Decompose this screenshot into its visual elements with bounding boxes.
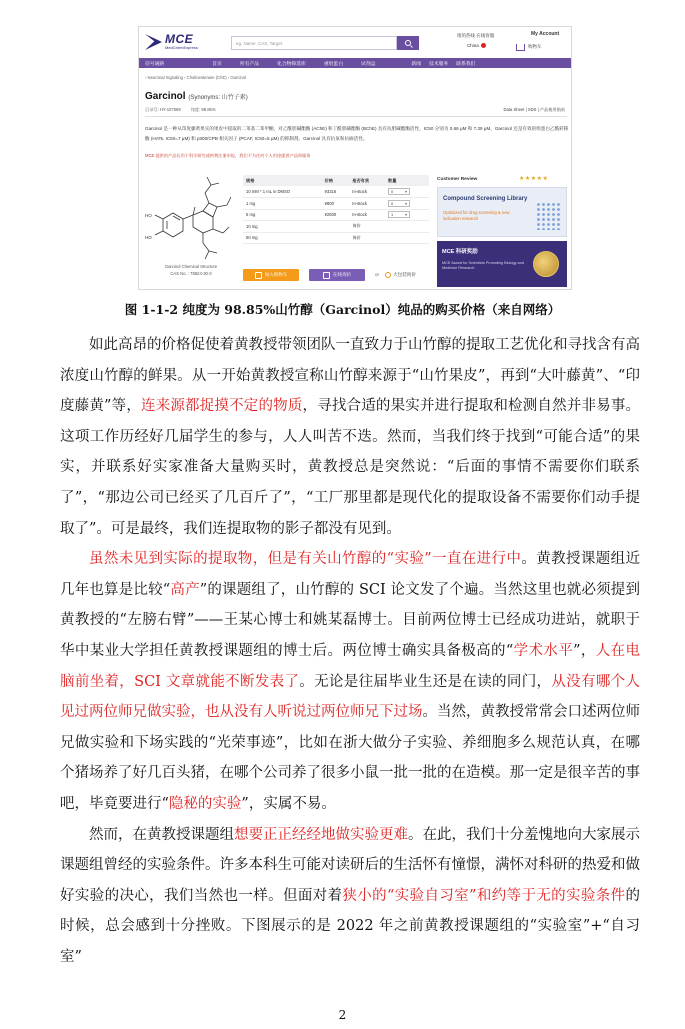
highlighted-text: 想要正正经经地做实验更难 <box>234 826 408 843</box>
award-medal-icon <box>533 251 559 277</box>
cas-number: CAS No. : 78824-30-3 <box>170 271 212 276</box>
chemical-structure-image <box>145 167 237 263</box>
highlighted-text: 学术水平 <box>513 642 574 659</box>
nav-item-proteins[interactable]: 重组蛋白 <box>323 61 344 67</box>
bulk-inquiry-label: 大包装询价 <box>393 272 416 277</box>
product-page-screenshot <box>138 26 572 290</box>
online-quote-button[interactable] <box>309 269 365 281</box>
product-title <box>145 91 248 102</box>
china-flag-icon <box>481 43 486 48</box>
structure-caption-text: Garcinol Chemical Structure <box>164 264 218 269</box>
product-synonyms: (Synonyms: 山竹子素) <box>188 95 248 101</box>
row-price <box>322 221 350 233</box>
country-selector[interactable] <box>467 43 486 48</box>
nav-item-pathways[interactable]: 信号通路 <box>145 61 165 67</box>
quantity-select[interactable]: 1 <box>388 211 410 218</box>
logo-text: MCE <box>165 32 194 46</box>
or-label: or <box>375 272 380 277</box>
catalog-info <box>145 107 216 113</box>
bulk-inquiry-link[interactable] <box>385 269 416 281</box>
mce-logo[interactable] <box>145 32 205 52</box>
nav-item-news[interactable]: 新闻 <box>411 61 422 67</box>
row-stock: In-stock <box>349 186 385 198</box>
product-name: Garcinol <box>145 91 186 102</box>
online-quote-label: 在线询价 <box>332 272 352 277</box>
purity-value: 纯度: 98.85% <box>190 107 216 112</box>
nav-item-services[interactable]: 技术服务 <box>429 61 449 67</box>
breadcrumb[interactable]: › Neuronal Signaling › Cholinesterase (ChE) › Garcinol <box>145 75 247 80</box>
cart-link[interactable] <box>516 42 568 52</box>
figure-caption: 图 1-1-2 纯度为 98.85%山竹醇（Garcinol）纯品的购买价格（来自网络） <box>124 302 561 317</box>
svg-text:HO: HO <box>145 235 152 240</box>
structure-caption <box>145 263 237 277</box>
logo-subtitle: MedChemExpress <box>165 45 198 50</box>
banner-subtitle: Optimized for drug screening & new indication research <box>443 210 510 221</box>
add-to-cart-button[interactable] <box>243 269 299 281</box>
header-qty: 数量 <box>385 175 429 186</box>
award-banner[interactable] <box>437 241 567 287</box>
screening-library-banner[interactable] <box>437 187 567 237</box>
row-price: ¥3316 <box>322 186 350 198</box>
search-input[interactable]: eg. Name, CAS, Target <box>231 36 397 50</box>
row-stock: In-stock <box>349 198 385 210</box>
svg-text:HO: HO <box>145 213 152 218</box>
paragraph <box>60 820 640 973</box>
nav-item-screening[interactable]: 化合物筛选库 <box>277 61 306 67</box>
banner-title: Compound Screening Library <box>443 196 528 202</box>
search-icon <box>405 40 411 46</box>
row-price: ¥2600 <box>322 209 350 221</box>
account-link[interactable]: My Account <box>531 31 560 37</box>
header-price: 价格 <box>322 175 350 186</box>
row-size: 10 mM * 1 mL in DMSO <box>243 186 322 198</box>
product-description: Garcinol 是一种从印度藤黄果实的果皮中提取的二苯基二苯甲酮，对乙酰胆碱酯酶 (AChE) 和丁酰胆碱酯酶 (BChE) 具有抗胆碱酯酶活性，IC50 分别为 0.66 μM 和 7.39 μM。Garcinol 还是有效的组蛋白乙酰转移酶 (HATs, IC50=7 μM) 和 p300/CPB 相关因子 (PCAF, IC50=5 μM) 的抑制剂。Garcinol 具有抗氧和抗癌活性。 <box>145 126 569 141</box>
nav-item-kits[interactable]: 试剂盒 <box>361 61 376 67</box>
row-price <box>322 232 350 244</box>
logo-mark-icon <box>145 34 162 50</box>
chat-icon <box>323 272 330 279</box>
highlighted-text: 虽然未见到实际的提取物，但是有关山竹醇的“实验”一直在进行中 <box>89 551 522 568</box>
table-row <box>243 209 429 221</box>
highlighted-text: 从没有哪个人见过两位师兄做实验，也从没有人听说过两位师兄下过场 <box>60 673 640 721</box>
table-row <box>243 198 429 210</box>
text-run: 。在此，我们十分羞愧地向大家展示课题组曾经的实验条件。许多本科生可能对读研后的生活怀有憧憬，满怀对科研的热爱和做好实验的决心，我们当然也一样。但面对着 <box>60 826 640 904</box>
text-run: 如此高昂的价格促使着黄教授带领团队一直致力于山竹醇的提取工艺优化和寻找含有高浓度山竹醇的鲜果。从一开始黄教授宣称山竹醇来源于“山竹果皮”，再到“大叶藤黄”、“印度藤黄”等， <box>60 337 640 415</box>
text-run: ，寻找合适的果实并进行提取和检测自然并非易事。这项工作历经好几届学生的参与，人人叫苦不迭。然而，当我们终于找到“可能合适”的果实，并联系好实家准备大量购买时，黄教授总是突然说：“后面的事情不需要你们联系了”，“那边公司已经买了几百斤了”，“工厂那里都是现代化的提取设备不需要你们动手提取了”。可是最终，我们连提取物的影子都没有见到。 <box>60 398 641 537</box>
text-run: ”的课题组了，山竹醇的 SCI 论文发了个遍。当然这里也就必须提到黄教授的“左膀右臂”——王某心博士和姚某磊博士。目前两位博士已经成功进站，就职于华中某业大学担任黄教授课题组的博士后。两位博士确实具备极高的“ <box>60 581 640 659</box>
quantity-select[interactable]: 0 <box>388 188 410 195</box>
header-stock: 是否有货 <box>349 175 385 186</box>
table-row <box>243 221 429 233</box>
research-use-notice: MCE 提供的产品仅用于科学研究或药物注册申报，我们不为任何个人用途提供产品和服务 <box>145 153 311 158</box>
main-nav <box>139 58 571 68</box>
top-links[interactable]: 咱的热线 在线客服 <box>457 33 495 38</box>
text-run: 然而，在黄教授课题组 <box>89 826 234 843</box>
document-body <box>60 330 640 972</box>
highlighted-text: 高产 <box>170 581 200 598</box>
text-run: 。黄教授课题组近几年也算是比较“ <box>60 551 641 598</box>
text-run: 。无论是往届毕业生还是在读的同门， <box>299 673 552 690</box>
nav-item-contact[interactable]: 联系我们 <box>456 61 476 67</box>
table-row <box>243 232 429 244</box>
document-links[interactable]: Data Sheet | SDS | 产品使用指南 <box>503 107 565 112</box>
price-table-header <box>243 175 429 186</box>
header-size: 规格 <box>243 175 322 186</box>
nav-item-products[interactable]: 所有产品 <box>239 61 260 67</box>
award-banner-subtitle: MCE Award for Scientists Promoting Biology and Medicine Research <box>442 261 525 270</box>
row-inquiry-link[interactable]: 询价 <box>349 232 385 244</box>
text-run: 。当然，黄教授常常会口述两位师兄做实验和下场实践的“光荣事迹”，比如在浙大做分子实验、养细胞多么规范认真，在哪个猪场养了好几百头猪，在哪个公司养了很多小鼠一批一批的在造模。那一定是很辛苦的事吧，毕竟要进行“ <box>60 704 640 812</box>
highlighted-text: 连来源都捉摸不定的物质 <box>141 398 303 415</box>
quantity-select[interactable]: 0 <box>388 200 410 207</box>
search-button[interactable] <box>397 36 419 50</box>
row-size: 5 mg <box>243 209 322 221</box>
cart-small-icon <box>255 272 262 279</box>
row-price: ¥800 <box>322 198 350 210</box>
divider <box>145 116 567 117</box>
customer-review-title: Customer Review <box>437 177 478 182</box>
row-stock: In-stock <box>349 209 385 221</box>
table-row <box>243 186 429 198</box>
highlighted-text: 隐秘的实验 <box>168 795 242 812</box>
award-banner-title: MCE 科研奖励 <box>442 249 478 255</box>
cart-label: 购物车 <box>528 44 542 49</box>
price-table <box>243 175 429 244</box>
page-number: 2 <box>338 1008 347 1022</box>
site-header <box>139 27 571 57</box>
nav-item-home[interactable]: 首页 <box>212 61 222 67</box>
clock-icon <box>385 272 391 278</box>
molecule-graphic-icon <box>536 202 560 230</box>
text-run: ”，实属不易。 <box>241 795 336 812</box>
row-size: 10 mg <box>243 221 322 233</box>
text-run: ”， <box>573 642 596 659</box>
row-inquiry-link[interactable]: 询价 <box>349 221 385 233</box>
cart-icon <box>516 44 525 51</box>
rating-stars: ★★★★★ <box>519 176 549 182</box>
highlighted-text: 狭小的“实验自习室”和约等于无的实验条件 <box>342 887 626 904</box>
add-to-cart-label: 加入购物车 <box>264 272 288 277</box>
paragraph <box>60 330 640 544</box>
row-size: 1 mg <box>243 198 322 210</box>
text-run: 的时候，总会感到十分挫败。下图展示的是 2022 年之前黄教授课题组的“实验室”+“自习室” <box>60 887 640 965</box>
country-label: China <box>467 43 479 48</box>
paragraph <box>60 544 640 819</box>
row-size: 50 mg <box>243 232 322 244</box>
highlighted-text: 人在电脑前坐着，SCI 文章就能不断发表了 <box>60 642 641 690</box>
catalog-number: 目录号: HY-107569 <box>145 107 181 112</box>
